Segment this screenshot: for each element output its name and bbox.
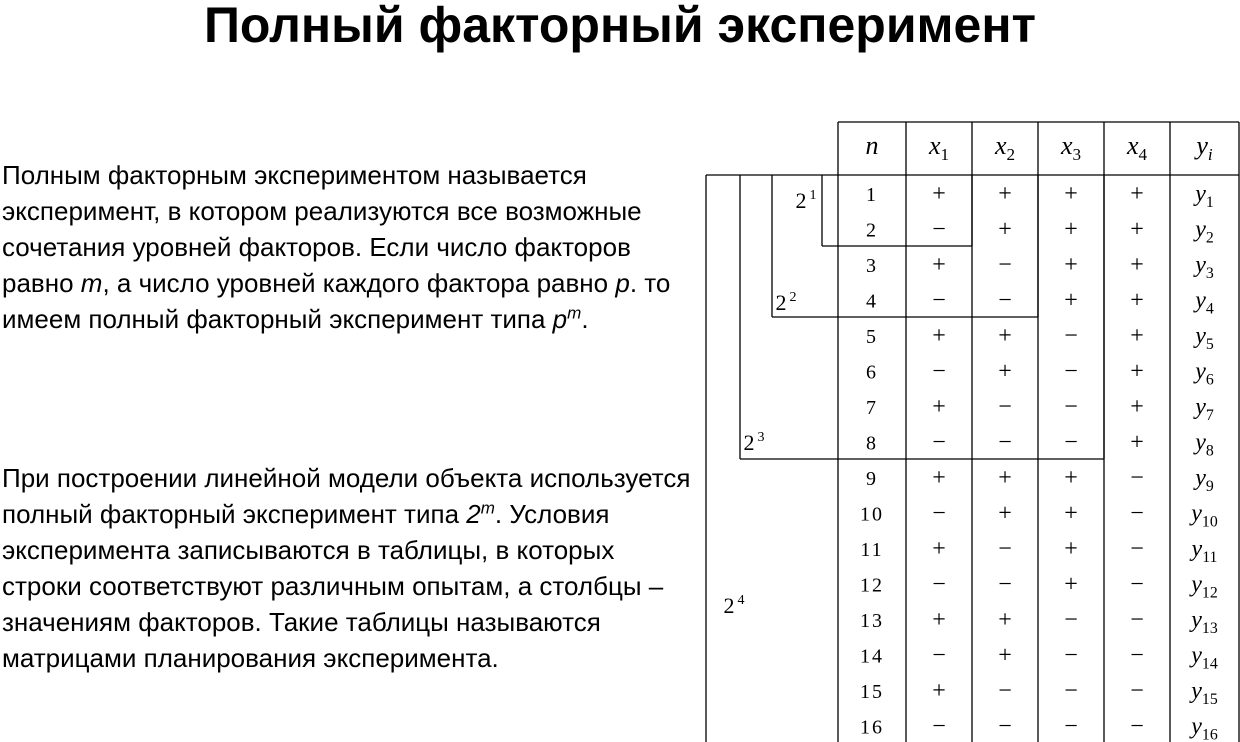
- linear-model-text-a: При построении линейной модели объекта используется полный факторный эксперимент типа: [2, 463, 691, 529]
- factor-level: +: [1130, 251, 1144, 278]
- factor-level: −: [1064, 358, 1078, 385]
- row-number: 15: [860, 680, 884, 703]
- response-value: $y_1$: [1195, 180, 1214, 211]
- factor-level: +: [932, 677, 946, 704]
- row-number: 12: [860, 574, 884, 597]
- factor-level: −: [998, 429, 1012, 456]
- factor-level: +: [998, 358, 1012, 385]
- experiment-type-base: p: [552, 304, 568, 334]
- linear-model-text-b: . Условия эксперимента записываются в таблицы, в которых строки соответствуют различным опытам, а столбцы – значениям факторов. Такие таблицы называются матрицами планирования эксперимента.: [2, 499, 664, 673]
- factor-level: −: [1130, 642, 1144, 669]
- row-number: 2: [866, 219, 878, 242]
- response-value: $y_5$: [1195, 322, 1214, 353]
- factor-level: −: [998, 571, 1012, 598]
- response-value: $y_9$: [1195, 464, 1214, 495]
- factor-level: +: [1130, 216, 1144, 243]
- factor-level: +: [1064, 464, 1078, 491]
- factor-level: +: [1064, 251, 1078, 278]
- linear-model-paragraph: [2, 460, 692, 676]
- response-value: $y_7$: [1195, 393, 1214, 424]
- factor-level: −: [932, 358, 946, 385]
- bracket-label: 2 $^1$: [795, 188, 817, 213]
- linear-type-exponent: m: [480, 498, 495, 518]
- row-number: 14: [860, 645, 884, 668]
- factor-level: −: [932, 713, 946, 740]
- bracket-label: 2 $^3$: [743, 430, 765, 455]
- factor-level: +: [1130, 180, 1144, 207]
- row-number: 1: [866, 183, 878, 206]
- response-value: $y_{11}$: [1191, 535, 1218, 566]
- factor-level: −: [1130, 571, 1144, 598]
- factor-count-symbol: m: [80, 268, 103, 298]
- column-header: $x_2$: [994, 131, 1016, 164]
- experiment-type-exponent: m: [567, 303, 582, 323]
- factor-level: +: [998, 180, 1012, 207]
- factor-level: −: [998, 677, 1012, 704]
- factor-level: +: [932, 464, 946, 491]
- factor-level: +: [932, 393, 946, 420]
- factor-level: −: [932, 429, 946, 456]
- factor-level: −: [1130, 464, 1144, 491]
- bracket-label: 2 $^4$: [723, 593, 745, 618]
- factor-level: −: [1130, 677, 1144, 704]
- factor-level: −: [1064, 642, 1078, 669]
- column-header: $x_4$: [1126, 131, 1148, 164]
- bracket-label: 2 $^2$: [775, 290, 797, 315]
- factor-level: −: [1064, 322, 1078, 349]
- row-number: 16: [860, 716, 884, 739]
- response-value: $y_8$: [1195, 429, 1214, 460]
- column-header: n: [865, 131, 879, 160]
- row-number: 9: [866, 467, 878, 490]
- definition-text-c: . то имеем полный факторный эксперимент типа: [2, 268, 671, 334]
- definition-text-a: Полным факторным экспериментом называется эксперимент, в котором реализуются все возможные сочетания уровней факторов. Если число факторов равно: [2, 160, 642, 298]
- row-number: 5: [866, 325, 878, 348]
- definition-paragraph: [2, 157, 692, 337]
- factor-level: +: [998, 606, 1012, 633]
- factor-level: −: [1064, 713, 1078, 740]
- factor-level: −: [1064, 606, 1078, 633]
- factor-level: +: [932, 251, 946, 278]
- factor-level: −: [998, 535, 1012, 562]
- factor-level: −: [998, 393, 1012, 420]
- factor-level: −: [1064, 429, 1078, 456]
- factor-level: −: [998, 287, 1012, 314]
- factor-level: −: [1064, 677, 1078, 704]
- factor-level: +: [998, 642, 1012, 669]
- factor-level: +: [1064, 216, 1078, 243]
- response-value: $y_{15}$: [1191, 677, 1218, 708]
- factor-level: −: [998, 251, 1012, 278]
- factor-level: +: [932, 180, 946, 207]
- definition-text-b: , а число уровней каждого фактора равно: [102, 268, 616, 298]
- column-header: $x_1$: [928, 131, 950, 164]
- factor-level: −: [932, 216, 946, 243]
- factor-level: −: [998, 713, 1012, 740]
- planning-matrix: [700, 118, 1240, 742]
- row-number: 6: [866, 361, 878, 384]
- factor-level: +: [1064, 571, 1078, 598]
- row-number: 10: [860, 503, 884, 526]
- factor-level: −: [1130, 535, 1144, 562]
- response-value: $y_{14}$: [1191, 642, 1218, 673]
- response-value: $y_2$: [1195, 216, 1214, 247]
- response-value: $y_{12}$: [1191, 571, 1218, 602]
- factor-level: −: [1130, 500, 1144, 527]
- row-number: 3: [866, 254, 878, 277]
- factor-level: −: [1130, 713, 1144, 740]
- response-value: $y_{13}$: [1191, 606, 1218, 637]
- factor-level: +: [1064, 287, 1078, 314]
- factor-level: +: [1130, 429, 1144, 456]
- factor-level: −: [1064, 393, 1078, 420]
- response-value: $y_{10}$: [1191, 500, 1218, 531]
- factor-level: +: [1064, 500, 1078, 527]
- factor-level: −: [1130, 606, 1144, 633]
- factor-level: +: [1130, 322, 1144, 349]
- row-number: 13: [860, 609, 884, 632]
- factor-level: −: [932, 287, 946, 314]
- factor-level: +: [932, 322, 946, 349]
- factor-level: +: [932, 606, 946, 633]
- response-value: $y_{16}$: [1191, 713, 1218, 742]
- row-number: 8: [866, 432, 878, 455]
- factor-level: −: [932, 500, 946, 527]
- factor-level: +: [998, 500, 1012, 527]
- factor-level: +: [998, 322, 1012, 349]
- definition-text-d: .: [581, 304, 589, 334]
- response-value: $y_4$: [1195, 287, 1214, 318]
- factor-level: +: [1130, 358, 1144, 385]
- column-header: $y_i$: [1196, 131, 1213, 164]
- slide-title: Полный факторный эксперимент: [203, 0, 1037, 53]
- column-header: $x_3$: [1060, 131, 1082, 164]
- factor-level: +: [932, 535, 946, 562]
- factor-level: +: [1130, 393, 1144, 420]
- row-number: 11: [860, 538, 884, 561]
- factor-level: +: [1064, 535, 1078, 562]
- factor-level: +: [998, 216, 1012, 243]
- linear-type-base: 2: [466, 499, 481, 529]
- factor-level: −: [932, 642, 946, 669]
- factor-level: −: [932, 571, 946, 598]
- factor-level: +: [1130, 287, 1144, 314]
- factor-level: +: [1064, 180, 1078, 207]
- response-value: $y_6$: [1195, 358, 1214, 389]
- planning-matrix-drawing: [700, 118, 1240, 742]
- response-value: $y_3$: [1195, 251, 1214, 282]
- level-count-symbol: p: [615, 268, 630, 298]
- row-number: 4: [866, 290, 878, 313]
- factor-level: +: [998, 464, 1012, 491]
- row-number: 7: [866, 396, 878, 419]
